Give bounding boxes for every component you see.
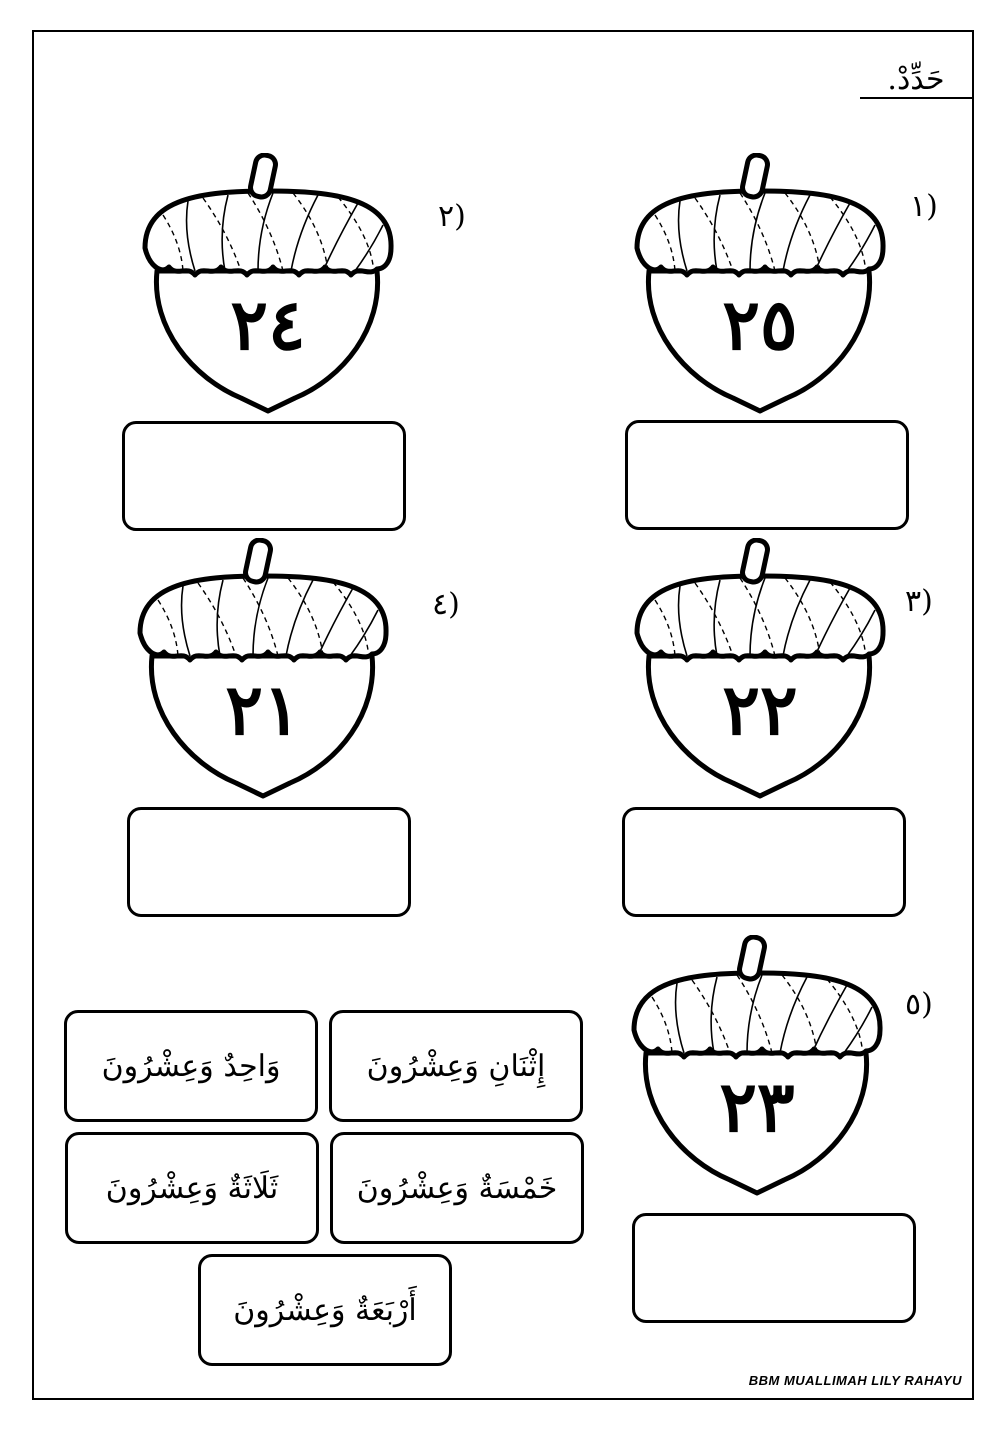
word-card-22[interactable]: إِثْنَانِ وَعِشْرُونَ <box>329 1010 583 1122</box>
word-card-25[interactable]: خَمْسَةٌ وَعِشْرُونَ <box>330 1132 584 1244</box>
acorn-numeral-3: ٢٢ <box>722 668 798 751</box>
question-number-1: (١ <box>910 189 938 224</box>
word-card-24[interactable]: أَرْبَعَةٌ وَعِشْرُونَ <box>198 1254 452 1366</box>
acorn-2 <box>133 153 403 423</box>
acorn-numeral-5: ٢٣ <box>719 1065 795 1148</box>
question-number-2: (٢ <box>438 199 466 234</box>
answer-box-1[interactable] <box>625 420 909 530</box>
word-card-21[interactable]: وَاحِدٌ وَعِشْرُونَ <box>64 1010 318 1122</box>
page-title: حَدِّدْ. <box>887 62 945 97</box>
title-underline <box>860 97 972 99</box>
acorn-4 <box>128 538 398 808</box>
acorn-numeral-4: ٢١ <box>225 668 301 751</box>
answer-box-2[interactable] <box>122 421 406 531</box>
acorn-numeral-2: ٢٤ <box>230 283 306 366</box>
acorn-3 <box>625 538 895 808</box>
question-number-3: (٣ <box>905 584 933 619</box>
question-number-4: (٤ <box>432 587 460 622</box>
acorn-numeral-1: ٢٥ <box>722 283 798 366</box>
word-card-23[interactable]: ثَلَاثَةٌ وَعِشْرُونَ <box>65 1132 319 1244</box>
acorn-5 <box>622 935 892 1205</box>
answer-box-4[interactable] <box>127 807 411 917</box>
question-number-5: (٥ <box>905 987 933 1022</box>
credit-text: BBM MUALLIMAH LILY RAHAYU <box>748 1373 962 1388</box>
answer-box-5[interactable] <box>632 1213 916 1323</box>
acorn-1 <box>625 153 895 423</box>
answer-box-3[interactable] <box>622 807 906 917</box>
